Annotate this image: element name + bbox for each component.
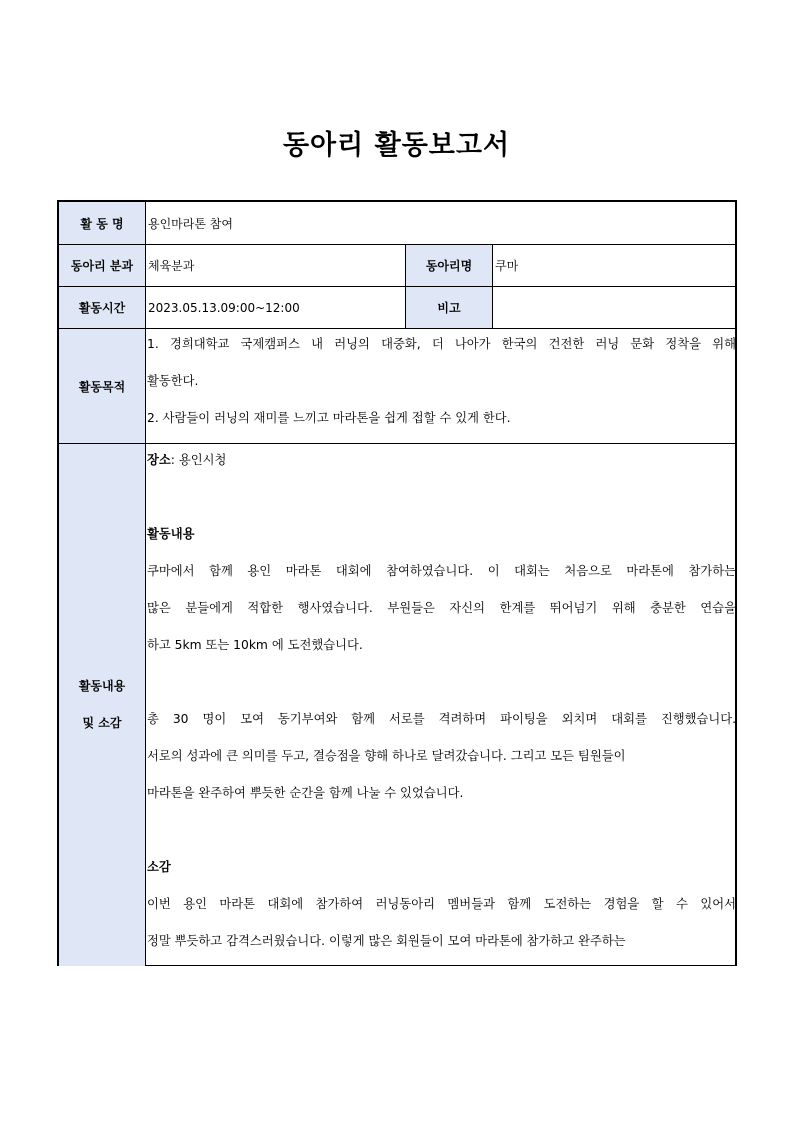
impression-line: 정말 뿌듯하고 감격스러웠습니다. 이렇게 많은 회원들이 모여 마라톤에 참가하고 완주하는 [147,934,626,948]
activity-line: 마라톤을 완주하여 뿌듯한 순간을 함께 나눌 수 있었습니다. [147,786,464,800]
club-name-label: 동아리명 [406,245,492,286]
report-table [57,200,737,966]
impression-heading: 소감 [147,860,171,874]
column-divider [145,202,146,966]
content-label-line1: 활동내용 [78,679,126,693]
column-divider [405,244,406,329]
impression-line: 이번 용인 마라톤 대회에 참가하여 러닝동아리 멤버들과 함께 도전하는 경험을 할 수 있어서 [147,897,736,911]
activity-line: 하고 5km 또는 10km 에 도전했습니다. [147,638,363,652]
content-text [147,442,736,960]
row-divider [59,328,736,329]
activity-line: 서로의 성과에 큰 의미를 두고, 결승점을 향해 하나로 달려갔습니다. 그리고 모든 팀원들이 [147,749,626,763]
activity-line [147,664,736,701]
place-line [147,442,736,479]
club-category-label: 동아리 분과 [59,245,145,286]
place-label: 장소 [147,453,171,467]
activity-time-value: 2023.05.13.09:00~12:00 [148,300,300,315]
row-divider [59,244,736,245]
purpose-line: 2. 사람들이 러닝의 재미를 느끼고 마라톤을 쉽게 접할 수 있게 한다. [147,411,511,425]
activity-line: 쿠마에서 함께 용인 마라톤 대회에 참여하였습니다. 이 대회는 처음으로 마라톤에 참가하는 [147,564,736,578]
activity-time-label: 활동시간 [59,287,145,328]
content-label-line2: 및 소감 [82,716,122,730]
activity-line: 많은 분들에게 적합한 행사였습니다. 부원들은 자신의 한계를 뛰어넘기 위해 충분한 연습을 [147,601,736,615]
place-value: : 용인시청 [170,453,227,467]
purpose-line: 활동한다. [147,374,199,388]
activity-line: 총 30 명이 모여 동기부여와 함께 서로를 격려하며 파이팅을 외치며 대회를 진행했습니다. [147,712,736,726]
page-title: 동아리 활동보고서 [282,130,511,161]
row-divider [59,286,736,287]
purpose-label: 활동목적 [59,329,145,443]
purpose-text [147,326,736,437]
column-divider [492,244,493,329]
row-divider [59,443,736,444]
remarks-value [493,287,736,328]
remarks-label: 비고 [406,287,492,328]
club-category-value: 체육분과 [148,259,195,273]
activity-heading: 활동내용 [147,527,195,541]
club-name-value: 쿠마 [495,259,519,273]
activity-name-value: 용인마라톤 참여 [148,216,233,231]
purpose-line: 1. 경희대학교 국제캠퍼스 내 러닝의 대중화, 더 나아가 한국의 건전한 러닝 문화 정착을 위해 [147,337,736,351]
activity-name-label: 활 동 명 [59,202,145,244]
content-label [59,444,145,966]
